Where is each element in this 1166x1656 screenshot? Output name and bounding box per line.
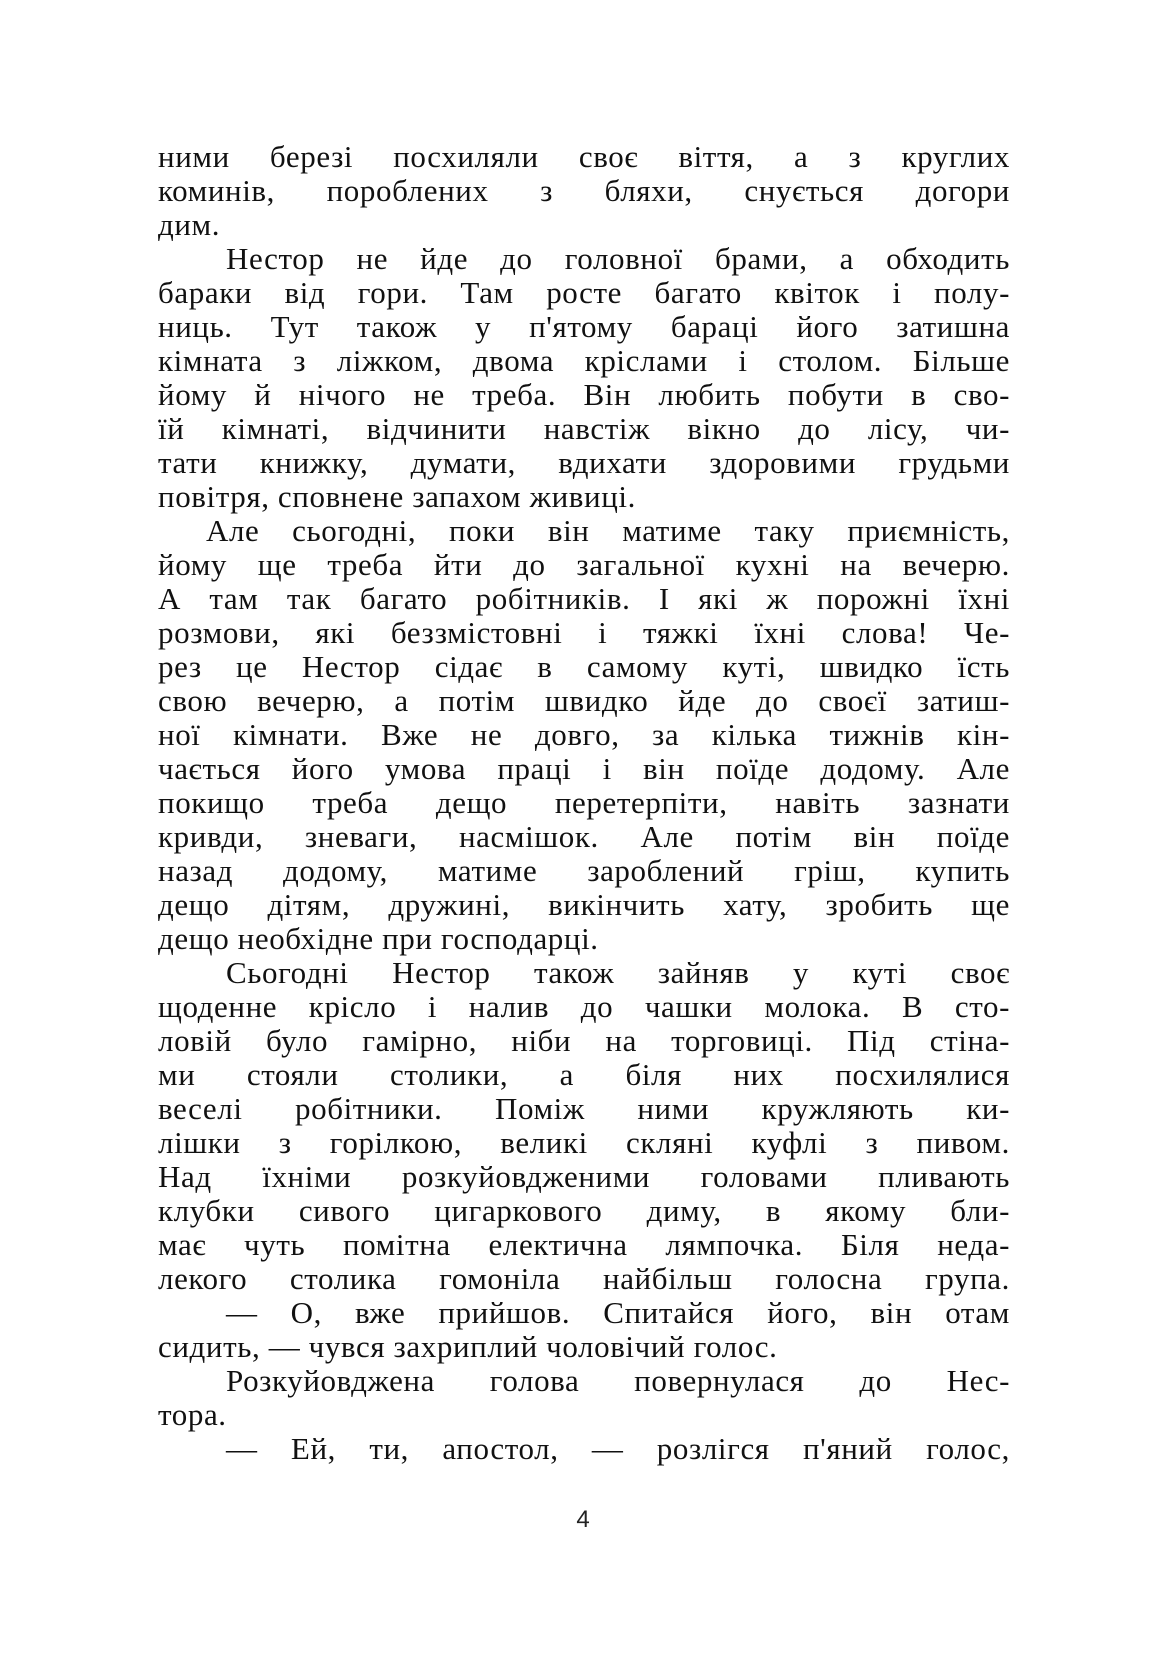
text-line: — О, вже прийшов. Спитайся його, він отам [226,1295,1010,1330]
text-line: щоденне крісло і налив до чашки молока. В сто- [158,989,1010,1024]
text-line: тора. [158,1397,227,1432]
text-line: йому ще треба йти до загальної кухні на вечерю. [158,547,1010,582]
text-line: назад додому, матиме зароблений гріш, купить [158,853,1010,888]
text-line: розмови, які беззмістовні і тяжкі їхні слова! Че- [158,615,1010,650]
text-line: тати книжку, думати, вдихати здоровими грудьми [158,445,1010,480]
text-line: лекого столика гомоніла найбільш голосна група. [158,1261,1010,1296]
text-line: ними березі посхиляли своє віття, а з круглих [158,139,1010,174]
text-line: свою вечерю, а потім швидко йде до своєї затиш- [158,683,1010,718]
text-line: ної кімнати. Вже не довго, за кілька тижнів кін- [158,717,1010,752]
text-line: — Ей, ти, апостол, — розлігся п'яний голос, [226,1431,1010,1466]
text-line: покищо треба дещо перетерпіти, навіть зазнати [158,785,1010,820]
text-line: коминів, пороблених з бляхи, снується догори [158,173,1010,208]
text-line: Сьогодні Нестор також зайняв у куті своє [226,955,1010,990]
text-line: дещо дітям, дружині, викінчить хату, зробить ще [158,887,1010,922]
text-line: Нестор не йде до головної брами, а обходить [226,241,1010,276]
text-line: бараки від гори. Там росте багато квіток і полу- [158,275,1010,310]
text-line: лішки з горілкою, великі скляні куфлі з пивом. [158,1125,1010,1160]
text-line: клубки сивого цигаркового диму, в якому бли- [158,1193,1010,1228]
text-line: чається його умова праці і він поїде додому. Але [158,751,1010,786]
text-line: Над їхніми розкуйовдженими головами пливають [158,1159,1010,1194]
text-line: А там так багато робітників. І які ж порожні їхні [158,581,1010,616]
text-line: дим. [158,207,221,242]
text-line: кімната з ліжком, двома кріслами і столом. Більше [158,343,1010,378]
text-line: рез це Нестор сідає в самому куті, швидко їсть [158,649,1010,684]
text-line: має чуть помітна електична лямпочка. Біля неда- [158,1227,1010,1262]
text-line: дещо необхідне при господарці. [158,921,599,956]
text-line: ловій було гамірно, ніби на торговиці. Під стіна- [158,1023,1010,1058]
text-line: сидить, — чувся захриплий чоловічий голос. [158,1329,778,1364]
body-text [158,140,1010,1466]
text-line: повітря, сповнене запахом живиці. [158,479,636,514]
page-number: 4 [576,1506,590,1533]
text-line: Але сьогодні, поки він матиме таку приємність, [206,513,1010,548]
text-line: їй кімнаті, відчинити навстіж вікно до лісу, чи- [158,411,1010,446]
text-line: йому й нічого не треба. Він любить побути в сво- [158,377,1010,412]
text-line: ми стояли столики, а біля них посхилялися [158,1057,1010,1092]
text-line: кривди, зневаги, насмішок. Але потім він поїде [158,819,1010,854]
text-line: ниць. Тут також у п'ятому бараці його затишна [158,309,1010,344]
text-line: Розкуйовджена голова повернулася до Нес- [226,1363,1010,1398]
text-line: веселі робітники. Поміж ними кружляють ки- [158,1091,1010,1126]
